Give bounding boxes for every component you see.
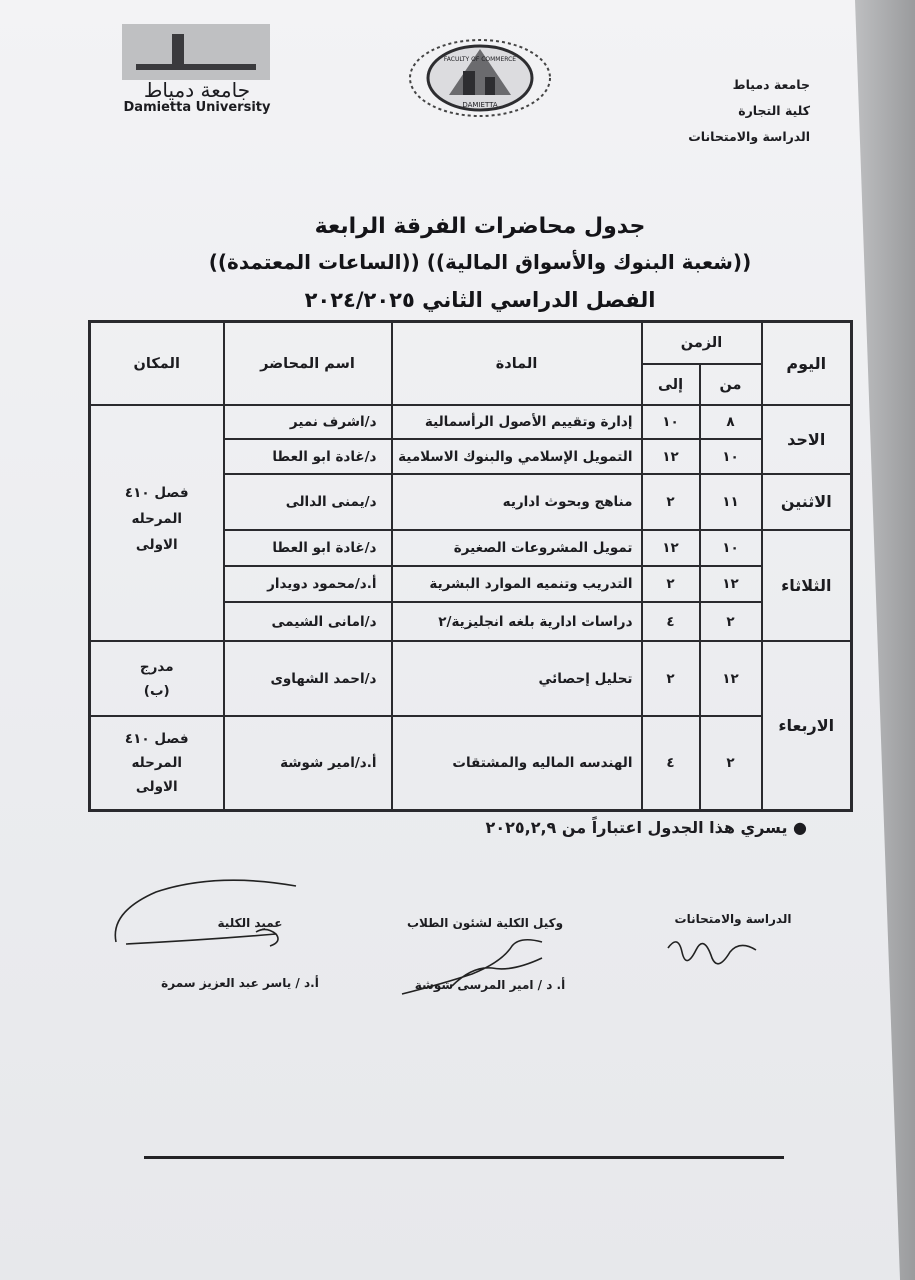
time-from: ١٠ [700,439,762,473]
subject: التدريب وتنميه الموارد البشرية [392,566,642,602]
time-from: ١٢ [700,566,762,602]
studies-signature-title: الدراسة والامتحانات [674,912,792,926]
seal-text-bottom: DAMIETTA [462,101,498,109]
lecturer: د/غادة ابو العطا [224,439,392,473]
subject: تمويل المشروعات الصغيرة [392,530,642,566]
effective-date-text: يسري هذا الجدول اعتباراً من ٢٠٢٥,٢,٩ [485,818,788,837]
time-to: ١٢ [642,439,700,473]
effective-date-note [486,818,807,837]
header-department: الدراسة والامتحانات [688,129,810,144]
header-place: المكان [90,322,224,406]
place-line: مدرج [139,658,174,675]
lecturer: د/احمد الشهاوى [224,641,392,716]
subject: دراسات ادارية بلغه انجليزية/٢ [392,602,642,641]
time-from: ١٠ [700,530,762,566]
place-line: المرحله [131,511,183,528]
lecturer: أ.د/محمود دويدار [224,566,392,602]
subject: مناهج وبحوث اداريه [392,474,642,530]
header-time: الزمن [642,322,762,365]
time-from: ١١ [700,474,762,530]
table-row [90,405,852,439]
day-sunday: الاحد [762,405,852,474]
logo-university-name-ar: جامعة دمياط [143,78,251,102]
dean-name: أ.د / ياسر عبد العزيز سمرة [161,976,319,990]
time-to: ١٢ [642,530,700,566]
dean-handwritten-signature [106,872,346,972]
place-line: فصل ٤١٠ [124,731,189,748]
lecturer: د/يمنى الدالى [224,474,392,530]
place-line: الاولى [135,779,178,796]
bullet-icon: ● [793,818,807,837]
day-tuesday: الثلاثاء [762,530,852,642]
time-from: ٢ [700,716,762,810]
vice-dean-title: وكيل الكلية لشئون الطلاب [406,916,564,930]
header-to: إلى [642,364,700,405]
studies-handwritten-signature [660,928,770,978]
header-subject: المادة [392,322,642,406]
subject: التمويل الإسلامي والبنوك الاسلامية [392,439,642,473]
header-day: اليوم [762,322,852,406]
place-hall-410-b [90,716,224,810]
faculty-seal [405,37,555,119]
vice-dean-handwritten-signature [392,934,592,1004]
lecturer: د/غادة ابو العطا [224,530,392,566]
subject: إدارة وتقييم الأصول الرأسمالية [392,405,642,439]
time-to: ٢ [642,641,700,716]
place-line: الاولى [135,537,178,554]
header-university: جامعة دمياط [732,77,810,92]
logo-university-name-en: Damietta University [123,100,271,115]
subject: تحليل إحصائي [392,641,642,716]
header-right-block [630,72,810,150]
time-to: ٢ [642,566,700,602]
lecturer: أ.د/امير شوشة [224,716,392,810]
university-logo-graphic [122,24,270,80]
header-lecturer: اسم المحاضر [224,322,392,406]
time-to: ١٠ [642,405,700,439]
place-line: (ب) [143,682,170,699]
seal-text-top: FACULTY OF COMMERCE [443,56,517,63]
header-faculty: كلية التجارة [738,103,810,118]
subject: الهندسه الماليه والمشتقات [392,716,642,810]
day-monday: الاثنين [762,474,852,530]
vice-dean-name: أ. د / امير المرسى شوشة [414,978,566,992]
semester-title: الفصل الدراسي الثاني ٢٠٢٤/٢٠٢٥ [304,288,656,312]
time-from: ٨ [700,405,762,439]
page-divider [144,1156,784,1159]
time-to: ٢ [642,474,700,530]
table-row [90,641,852,716]
place-line: فصل ٤١٠ [124,485,189,502]
day-wednesday: الاربعاء [762,641,852,810]
time-to: ٤ [642,716,700,810]
time-to: ٤ [642,602,700,641]
university-logo [122,24,272,116]
place-hall-410 [90,405,224,641]
lecturer: د/اشرف نمير [224,405,392,439]
schedule-title: جدول محاضرات الفرقة الرابعة [314,214,646,239]
table-row [90,716,852,810]
header-from: من [700,364,762,405]
dean-title: عميد الكلية [217,916,283,930]
lecturer: د/امانى الشيمى [224,602,392,641]
schedule-table [88,320,853,812]
time-from: ١٢ [700,641,762,716]
place-line: المرحله [131,755,183,772]
time-from: ٢ [700,602,762,641]
schedule-subtitle: ((شعبة البنوك والأسواق المالية)) ((الساعات المعتمدة)) [208,250,752,274]
place-amphi-b [90,641,224,716]
